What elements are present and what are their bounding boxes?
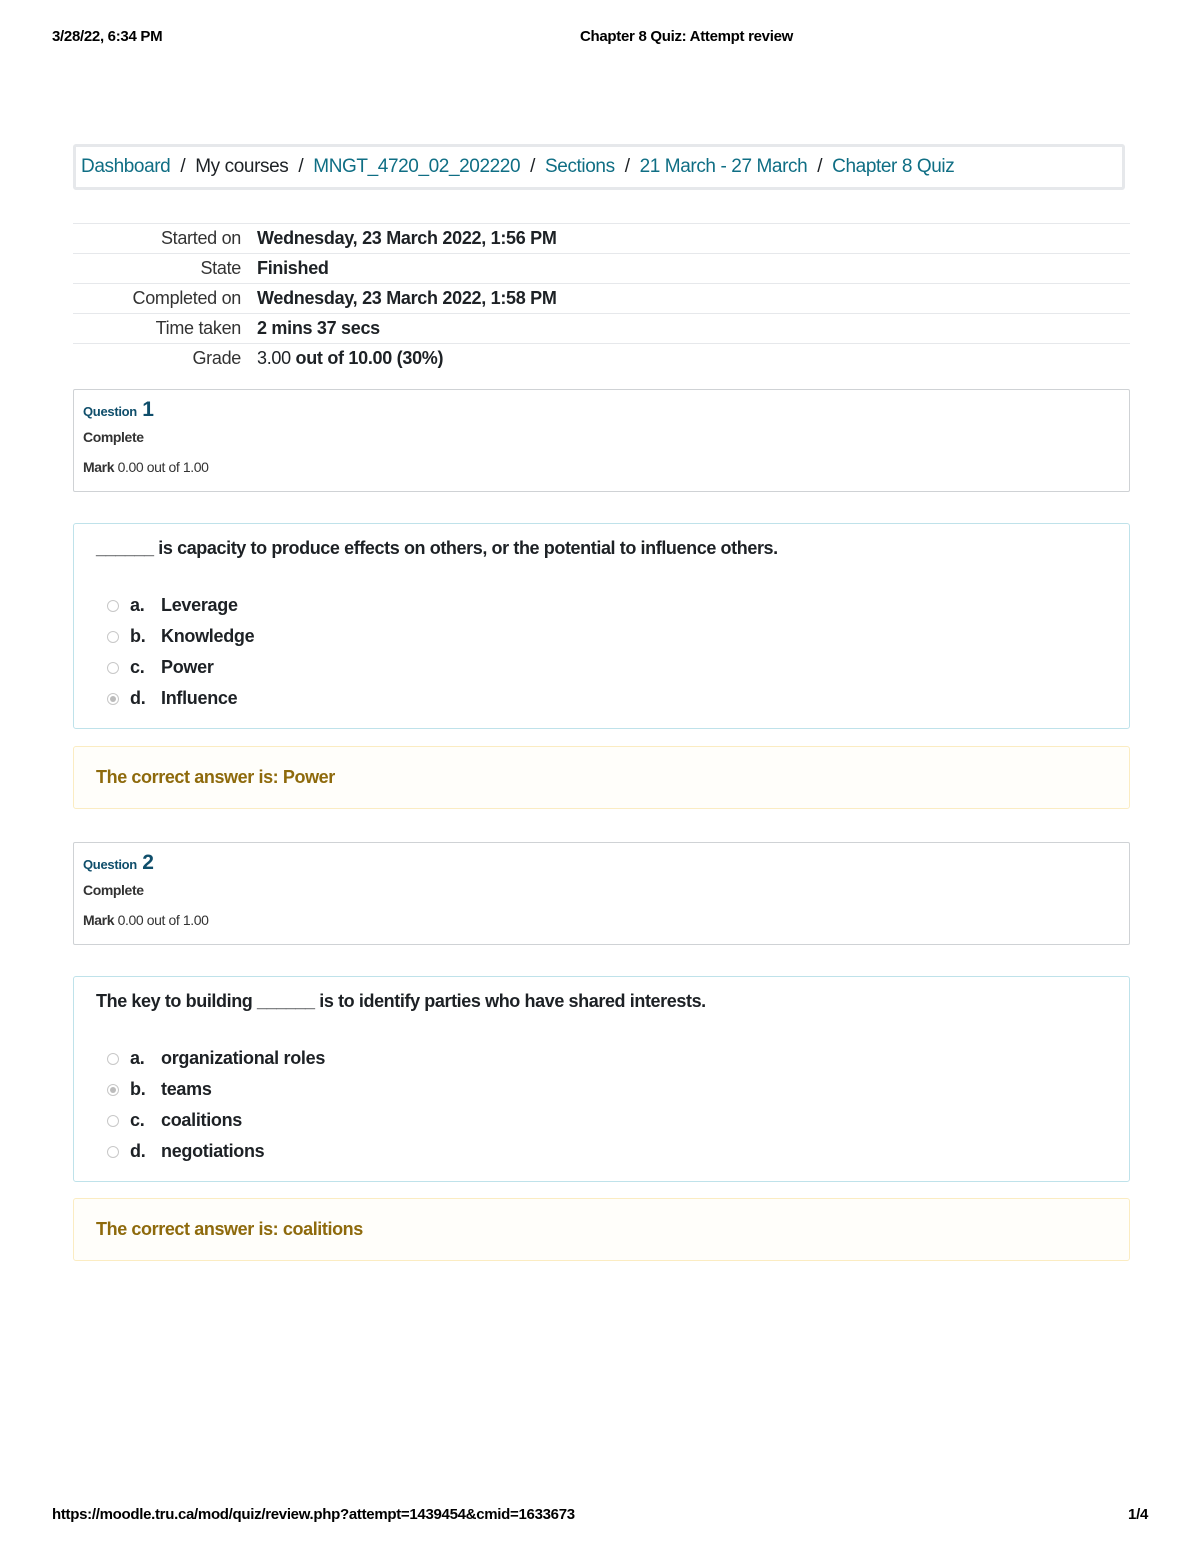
- radio-button[interactable]: [107, 1115, 119, 1127]
- radio-button-selected[interactable]: [107, 693, 119, 705]
- question-number-value: 1: [142, 398, 154, 421]
- question-number: [83, 851, 1120, 875]
- summary-row-time: [73, 314, 1130, 344]
- radio-button[interactable]: [107, 662, 119, 674]
- answer-text: negotiations: [161, 1141, 265, 1161]
- answer-option-b[interactable]: [96, 621, 1129, 652]
- started-on-value: Wednesday, 23 March 2022, 1:56 PM: [257, 224, 1130, 254]
- breadcrumb-separator: /: [530, 156, 536, 177]
- grade-label: Grade: [73, 344, 257, 374]
- question-mark: [83, 459, 1120, 482]
- summary-row-state: [73, 254, 1130, 284]
- radio-button-selected[interactable]: [107, 1084, 119, 1096]
- breadcrumb-separator: /: [624, 156, 630, 177]
- answer-letter: c.: [130, 1110, 145, 1130]
- mark-value: 0.00 out of 1.00: [117, 459, 209, 475]
- correct-answer-text: The correct answer is: coalitions: [96, 1219, 363, 1239]
- question-2-formulation: [73, 976, 1130, 1182]
- summary-row-completed: [73, 284, 1130, 314]
- answer-text: organizational roles: [161, 1048, 326, 1068]
- mark-prefix: Mark: [83, 912, 115, 928]
- answer-text: Knowledge: [161, 626, 255, 646]
- radio-button[interactable]: [107, 1053, 119, 1065]
- answer-option-d[interactable]: [96, 1136, 1129, 1167]
- answer-letter: b.: [130, 1079, 146, 1099]
- breadcrumb-course[interactable]: MNGT_4720_02_202220: [313, 156, 521, 177]
- grade-out-of: out of 10.00 (30%): [295, 348, 444, 368]
- grade-score: 3.00: [257, 348, 291, 368]
- question-label: Question: [83, 857, 137, 872]
- attempt-summary-table: [73, 223, 1130, 373]
- question-1-feedback: [73, 746, 1130, 809]
- question-2-info: [73, 842, 1130, 945]
- answer-option-c[interactable]: [96, 1105, 1129, 1136]
- breadcrumb-separator: /: [180, 156, 186, 177]
- question-text: The key to building ______ is to identify parties who have shared interests.: [96, 991, 706, 1011]
- print-url: https://moodle.tru.ca/mod/quiz/review.php?attempt=1439454&cmid=1633673: [52, 1506, 575, 1523]
- answer-option-a[interactable]: [96, 1043, 1129, 1074]
- state-value: Finished: [257, 254, 1130, 284]
- print-footer: [52, 1506, 1148, 1526]
- breadcrumb-quiz[interactable]: Chapter 8 Quiz: [832, 156, 955, 177]
- answer-letter: c.: [130, 657, 145, 677]
- answer-option-b[interactable]: [96, 1074, 1129, 1105]
- print-header: [52, 28, 1148, 48]
- answer-text: Influence: [161, 688, 238, 708]
- answer-option-d[interactable]: [96, 683, 1129, 714]
- answer-letter: d.: [130, 1141, 146, 1161]
- breadcrumb: [73, 144, 1125, 190]
- mark-value: 0.00 out of 1.00: [117, 912, 209, 928]
- answer-letter: a.: [130, 595, 145, 615]
- summary-row-started: [73, 224, 1130, 254]
- answer-option-c[interactable]: [96, 652, 1129, 683]
- completed-on-value: Wednesday, 23 March 2022, 1:58 PM: [257, 284, 1130, 314]
- question-number: [83, 398, 1120, 422]
- question-state: Complete: [83, 429, 144, 445]
- print-title: Chapter 8 Quiz: Attempt review: [580, 28, 793, 45]
- answer-letter: d.: [130, 688, 146, 708]
- breadcrumb-week[interactable]: 21 March - 27 March: [639, 156, 808, 177]
- answer-text: coalitions: [161, 1110, 243, 1130]
- state-label: State: [73, 254, 257, 284]
- radio-button[interactable]: [107, 1146, 119, 1158]
- answer-option-a[interactable]: [96, 590, 1129, 621]
- radio-button[interactable]: [107, 631, 119, 643]
- question-text: ______ is capacity to produce effects on others, or the potential to influence others.: [96, 538, 778, 558]
- answer-letter: a.: [130, 1048, 145, 1068]
- breadcrumb-my-courses: My courses: [195, 156, 289, 177]
- question-1-info: [73, 389, 1130, 492]
- breadcrumb-separator: /: [817, 156, 823, 177]
- print-datetime: 3/28/22, 6:34 PM: [52, 28, 163, 45]
- question-1-formulation: [73, 523, 1130, 729]
- answer-list: [96, 1043, 1129, 1167]
- question-mark: [83, 912, 1120, 935]
- time-taken-label: Time taken: [73, 314, 257, 344]
- breadcrumb-separator: /: [298, 156, 304, 177]
- correct-answer-text: The correct answer is: Power: [96, 767, 335, 787]
- summary-row-grade: [73, 344, 1130, 374]
- question-number-value: 2: [142, 851, 154, 874]
- breadcrumb-sections[interactable]: Sections: [545, 156, 615, 177]
- mark-prefix: Mark: [83, 459, 115, 475]
- started-on-label: Started on: [73, 224, 257, 254]
- grade-value: [257, 344, 1130, 374]
- answer-text: Power: [161, 657, 214, 677]
- answer-text: teams: [161, 1079, 212, 1099]
- question-state: Complete: [83, 882, 144, 898]
- question-label: Question: [83, 404, 137, 419]
- answer-letter: b.: [130, 626, 146, 646]
- answer-list: [96, 590, 1129, 714]
- print-page-number: 1/4: [1128, 1506, 1148, 1523]
- radio-button[interactable]: [107, 600, 119, 612]
- time-taken-value: 2 mins 37 secs: [257, 314, 1130, 344]
- breadcrumb-dashboard[interactable]: Dashboard: [81, 156, 171, 177]
- completed-on-label: Completed on: [73, 284, 257, 314]
- answer-text: Leverage: [161, 595, 238, 615]
- question-2-feedback: [73, 1198, 1130, 1261]
